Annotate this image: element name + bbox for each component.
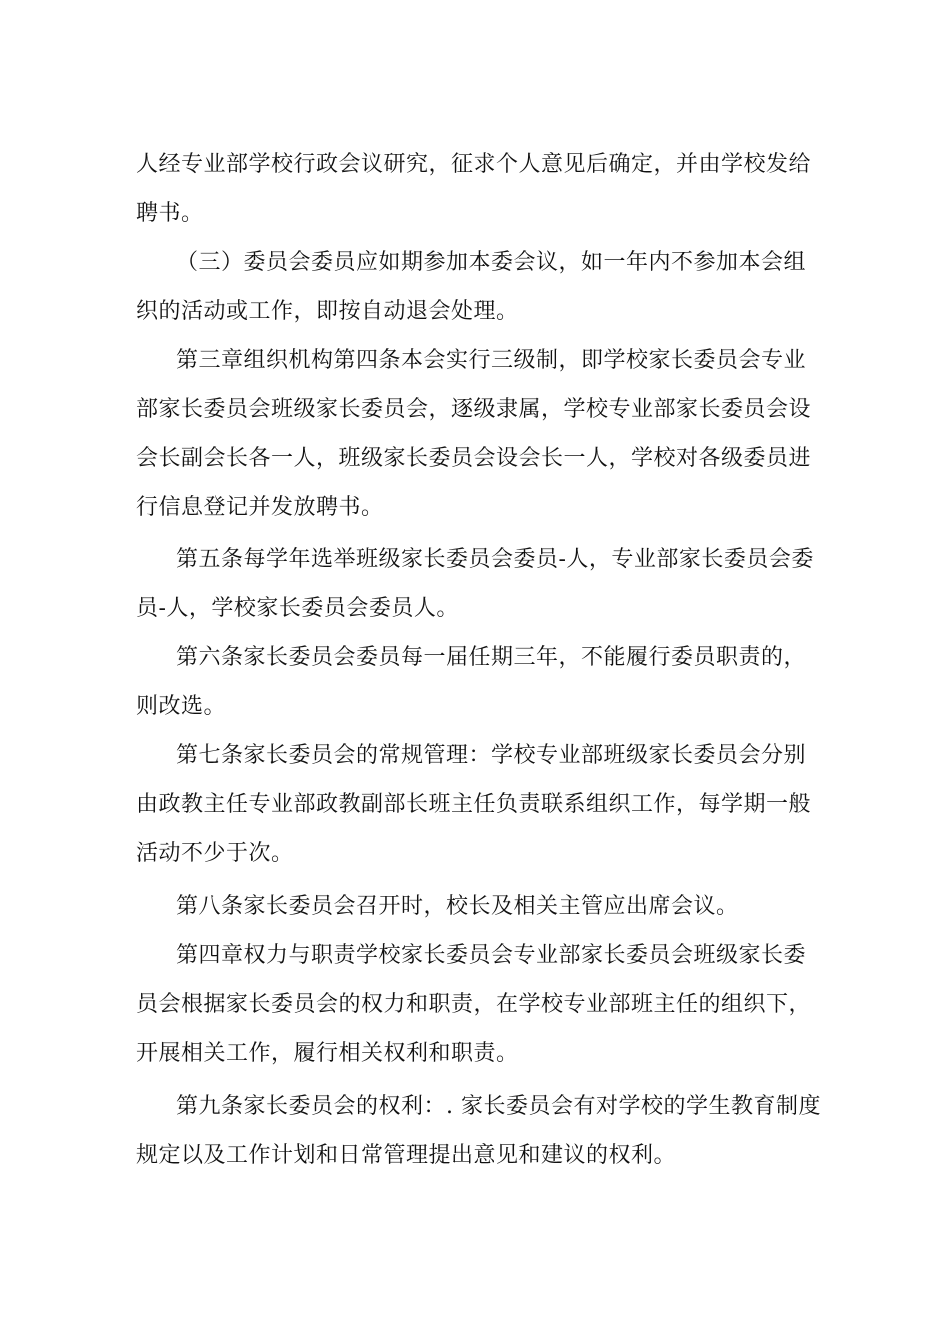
text-line: 第四章权力与职责学校家长委员会专业部家长委员会班级家长委 [176,943,807,968]
text-line: 第九条家长委员会的权利：. 家长委员会有对学校的学生教育制度 [176,1094,821,1119]
text-line: 部家长委员会班级家长委员会，逐级隶属，学校专业部家长委员会设 [136,397,812,422]
text-line: 聘书。 [136,201,204,226]
text-line: 人经专业部学校行政会议研究，征求个人意见后确定，并由学校发给 [136,152,812,177]
text-line: 行信息登记并发放聘书。 [136,495,384,520]
text-line: 开展相关工作，履行相关权利和职责。 [136,1041,519,1066]
text-line: 由政教主任专业部政教副部长班主任负责联系组织工作，每学期一般 [136,792,812,817]
text-line: 活动不少于次。 [136,841,294,866]
text-line: 会长副会长各一人，班级家长委员会设会长一人，学校对各级委员进 [136,446,812,471]
text-line: 第五条每学年选举班级家长委员会委员-人，专业部家长委员会委 [176,547,814,572]
text-line: 员会根据家长委员会的权力和职责，在学校专业部班主任的组织下， [136,992,812,1017]
text-line: 则改选。 [136,694,227,719]
text-line: 规定以及工作计划和日常管理提出意见和建议的权利。 [136,1143,677,1168]
text-line: 第八条家长委员会召开时，校长及相关主管应出席会议。 [176,894,739,919]
text-line: （三）委员会委员应如期参加本委会议，如一年内不参加本会组 [176,250,807,275]
text-line: 员-人，学校家长委员会委员人。 [136,596,459,621]
text-line: 第三章组织机构第四条本会实行三级制，即学校家长委员会专业 [176,348,807,373]
text-line: 织的活动或工作，即按自动退会处理。 [136,299,519,324]
text-line: 第七条家长委员会的常规管理：学校专业部班级家长委员会分别 [176,743,807,768]
text-line: 第六条家长委员会委员每一届任期三年，不能履行委员职责的， [176,645,807,670]
